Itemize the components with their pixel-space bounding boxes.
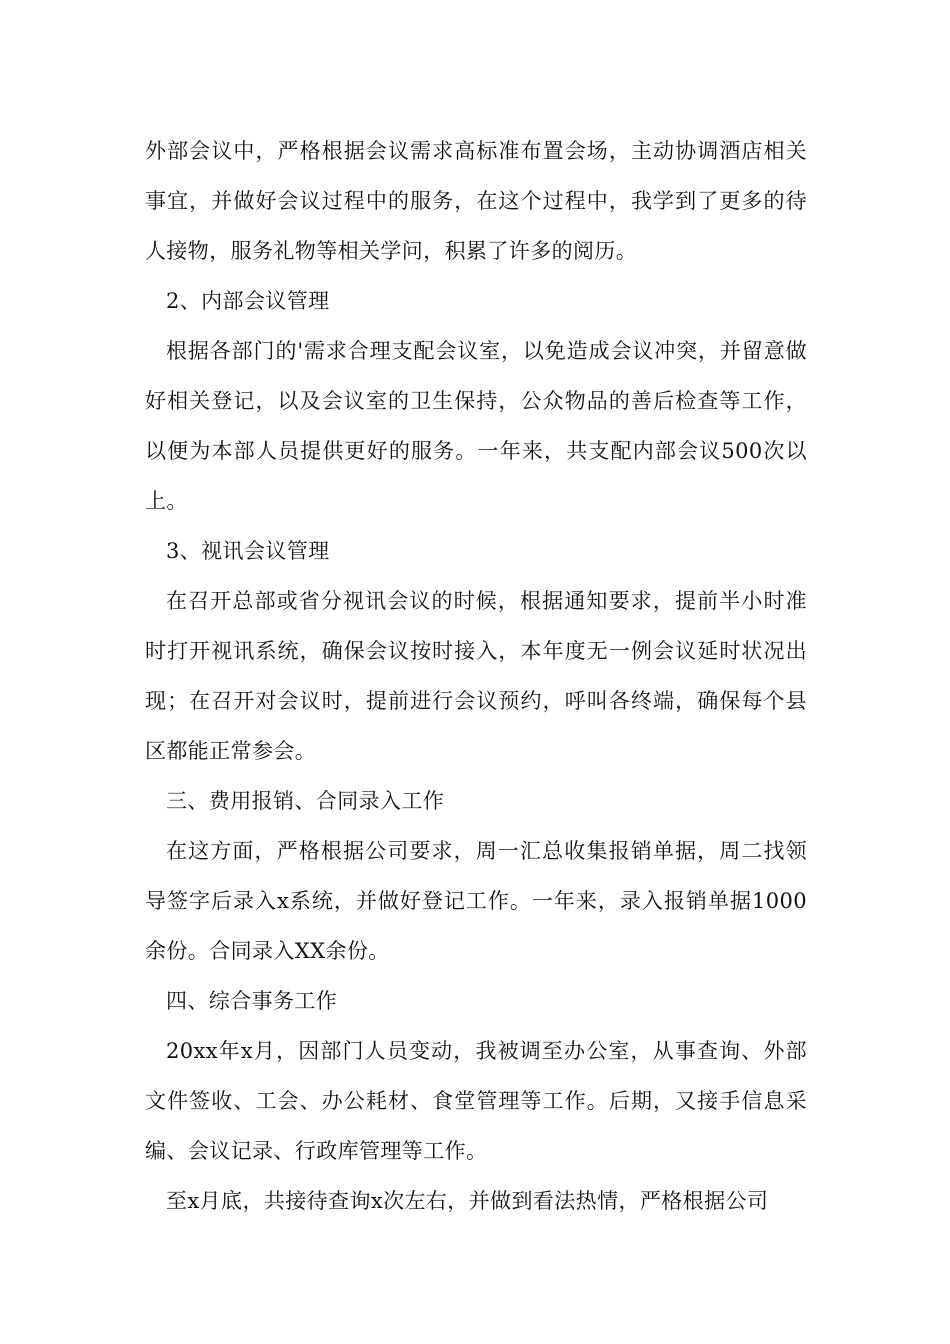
heading-general-affairs: 四、综合事务工作 <box>166 989 338 1013</box>
paragraph-inquiries: 至x月底，共接待查询x次左右，并做到看法热情，严格根据公司 <box>166 1189 769 1213</box>
heading-video-meeting-management: 3、视讯会议管理 <box>166 539 330 563</box>
heading-internal-meeting-management: 2、内部会议管理 <box>166 289 330 313</box>
paragraph-internal-meetings: 根据各部门的'需求合理支配会议室，以免造成会议冲突，并留意做好相关登记，以及会议室的卫生保持，公众物品的善后检查等工作，以便为本部人员提供更好的服务。一年来，共支配内部会议500次以上。 <box>145 339 807 513</box>
paragraph-external-meetings: 外部会议中，严格根据会议需求高标准布置会场，主动协调酒店相关事宜，并做好会议过程中的服务，在这个过程中，我学到了更多的待人接物，服务礼物等相关学问，积累了许多的阅历。 <box>145 139 807 263</box>
heading-expense-contract-work: 三、费用报销、合同录入工作 <box>166 789 445 813</box>
paragraph-expense-contract: 在这方面，严格根据公司要求，周一汇总收集报销单据，周二找领导签字后录入x系统，并做好登记工作。一年来，录入报销单据1000余份。合同录入XX余份。 <box>145 839 807 963</box>
document-body <box>145 126 807 1226</box>
paragraph-general-affairs: 20xx年x月，因部门人员变动，我被调至办公室，从事查询、外部文件签收、工会、办公耗材、食堂管理等工作。后期，又接手信息采编、会议记录、行政库管理等工作。 <box>145 1039 807 1163</box>
paragraph-video-meetings: 在召开总部或省分视讯会议的时候，根据通知要求，提前半小时准时打开视讯系统，确保会议按时接入，本年度无一例会议延时状况出现；在召开对会议时，提前进行会议预约，呼叫各终端，确保每个县区都能正常参会。 <box>145 589 807 763</box>
